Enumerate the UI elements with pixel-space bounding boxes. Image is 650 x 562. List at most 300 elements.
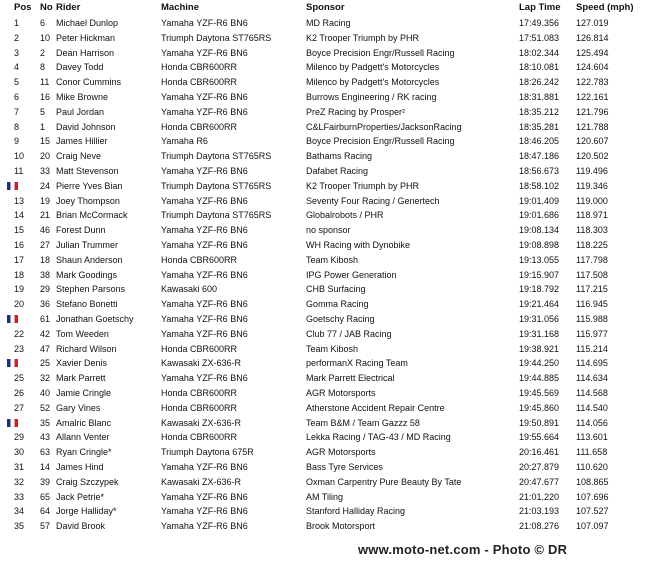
cell-text: 30 — [14, 447, 25, 458]
cell-text: 18 — [40, 254, 51, 265]
cell-text: Yamaha YZF-R6 BN6 — [161, 328, 248, 339]
cell-text: 38 — [40, 269, 51, 280]
cell-sponsor — [306, 475, 519, 490]
cell-text: 19:13.055 — [519, 254, 560, 265]
cell-sponsor — [306, 90, 519, 105]
cell-text: 6 — [14, 91, 20, 102]
cell-text: 16 — [40, 91, 51, 102]
cell-text: CHB Surfacing — [306, 284, 366, 295]
cell-text: 20 — [14, 299, 25, 310]
cell-text: Honda CBR600RR — [161, 77, 238, 88]
table-row — [0, 238, 650, 253]
cell-text: 21:01.220 — [519, 491, 560, 502]
table-row — [0, 46, 650, 61]
header-speed: Speed (mph) — [576, 2, 634, 13]
cell-text: 114.695 — [576, 358, 608, 369]
cell-text: 17:49.356 — [519, 18, 560, 28]
cell-text: Triumph Daytona ST765RS — [161, 210, 272, 221]
cell-text: K2 Trooper Triumph by PHR — [306, 32, 420, 43]
cell-text: Yamaha YZF-R6 BN6 — [161, 239, 248, 250]
header-machine: Machine — [161, 2, 200, 13]
cell-pos — [0, 342, 36, 357]
cell-text: 111.658 — [576, 447, 608, 458]
table-row — [0, 164, 650, 179]
cell-no — [36, 386, 56, 401]
cell-pos — [0, 60, 36, 75]
cell-text: Yamaha YZF-R6 BN6 — [161, 373, 248, 384]
cell-text: 27 — [40, 239, 51, 250]
cell-sponsor — [306, 386, 519, 401]
cell-text: 40 — [40, 387, 51, 398]
cell-lap-time — [519, 90, 576, 105]
cell-text: 5 — [14, 77, 20, 88]
cell-text: 21:03.193 — [519, 506, 560, 517]
cell-machine — [161, 164, 306, 179]
cell-text: 18:35.281 — [519, 121, 560, 132]
cell-text: 7 — [14, 106, 20, 117]
cell-text: 121.796 — [576, 106, 609, 117]
cell-rider — [56, 401, 161, 416]
cell-no — [36, 475, 56, 490]
cell-no — [36, 312, 56, 327]
cell-lap-time — [519, 16, 576, 31]
cell-rider — [56, 46, 161, 61]
table-row — [0, 120, 650, 135]
cell-text: no sponsor — [306, 225, 351, 236]
cell-text: PreZ Racing by Prosper² — [306, 106, 406, 117]
table-row — [0, 312, 650, 327]
cell-rider — [56, 75, 161, 90]
cell-no — [36, 164, 56, 179]
cell-text: Honda CBR600RR — [161, 343, 238, 354]
cell-text: 115.988 — [576, 313, 608, 324]
cell-text: 2 — [40, 47, 46, 58]
cell-no — [36, 194, 56, 209]
cell-text: Matt Stevenson — [56, 165, 119, 176]
cell-no — [36, 90, 56, 105]
cell-pos — [0, 312, 36, 327]
france-flag-icon — [7, 359, 18, 367]
table-row — [0, 342, 650, 357]
cell-lap-time — [519, 430, 576, 445]
cell-no — [36, 430, 56, 445]
cell-lap-time — [519, 401, 576, 416]
cell-text: Lekka Racing / TAG-43 / MD Racing — [306, 432, 451, 443]
cell-rider — [56, 490, 161, 505]
cell-speed — [576, 282, 650, 297]
cell-text: Mark Parrett Electrical — [306, 373, 395, 384]
cell-text: 2 — [14, 32, 20, 43]
table-row — [0, 416, 650, 431]
cell-lap-time — [519, 386, 576, 401]
cell-lap-time — [519, 312, 576, 327]
cell-speed — [576, 519, 650, 534]
cell-no — [36, 327, 56, 342]
cell-machine — [161, 445, 306, 460]
cell-pos — [0, 46, 36, 61]
cell-speed — [576, 223, 650, 238]
cell-text: 63 — [40, 447, 51, 458]
cell-text: David Brook — [56, 521, 106, 532]
cell-text: Yamaha YZF-R6 BN6 — [161, 106, 248, 117]
cell-text: 107.527 — [576, 506, 609, 517]
cell-text: WH Racing with Dynobike — [306, 239, 411, 250]
cell-text: 19:21.464 — [519, 299, 560, 310]
cell-text: Honda CBR600RR — [161, 432, 238, 443]
france-flag-icon — [7, 182, 18, 190]
cell-text: Triumph Daytona ST765RS — [161, 32, 272, 43]
cell-text: 120.607 — [576, 136, 609, 147]
cell-text: 5 — [40, 106, 46, 117]
cell-text: 57 — [40, 521, 51, 532]
cell-text: 22 — [14, 328, 25, 339]
cell-text: Yamaha YZF-R6 BN6 — [161, 18, 248, 28]
cell-speed — [576, 31, 650, 46]
cell-no — [36, 31, 56, 46]
cell-machine — [161, 371, 306, 386]
cell-sponsor — [306, 60, 519, 75]
cell-text: Milenco by Padgett's Motorcycles — [306, 62, 440, 73]
cell-text: Craig Neve — [56, 151, 102, 162]
cell-text: 19:45.569 — [519, 387, 560, 398]
cell-text: James Hind — [56, 461, 104, 472]
cell-pos — [0, 268, 36, 283]
header-lap-time: Lap Time — [519, 2, 561, 13]
cell-pos — [0, 430, 36, 445]
cell-no — [36, 460, 56, 475]
cell-no — [36, 238, 56, 253]
table-row — [0, 386, 650, 401]
cell-text: 24 — [40, 180, 51, 191]
cell-text: Mark Parrett — [56, 373, 106, 384]
cell-speed — [576, 253, 650, 268]
cell-speed — [576, 297, 650, 312]
cell-no — [36, 223, 56, 238]
cell-text: 43 — [40, 432, 51, 443]
cell-speed — [576, 194, 650, 209]
cell-text: 1 — [40, 121, 46, 132]
cell-machine — [161, 179, 306, 194]
cell-text: 19:18.792 — [519, 284, 560, 295]
cell-text: 34 — [14, 506, 25, 517]
cell-pos — [0, 194, 36, 209]
cell-lap-time — [519, 460, 576, 475]
cell-machine — [161, 60, 306, 75]
cell-text: Triumph Daytona 675R — [161, 447, 254, 458]
cell-text: Davey Todd — [56, 62, 104, 73]
cell-text: 17 — [14, 254, 25, 265]
france-flag-icon — [7, 419, 18, 427]
cell-speed — [576, 268, 650, 283]
cell-speed — [576, 60, 650, 75]
cell-machine — [161, 31, 306, 46]
cell-text: 8 — [40, 62, 46, 73]
cell-no — [36, 253, 56, 268]
cell-lap-time — [519, 238, 576, 253]
cell-no — [36, 282, 56, 297]
cell-text: 19:01.409 — [519, 195, 560, 206]
cell-sponsor — [306, 134, 519, 149]
cell-text: Goetschy Racing — [306, 313, 375, 324]
cell-lap-time — [519, 179, 576, 194]
cell-sponsor — [306, 416, 519, 431]
cell-lap-time — [519, 134, 576, 149]
cell-pos — [0, 223, 36, 238]
cell-text: 19 — [14, 284, 25, 295]
cell-sponsor — [306, 31, 519, 46]
cell-text: 122.783 — [576, 77, 609, 88]
cell-text: Burrows Engineering / RK racing — [306, 91, 437, 102]
cell-lap-time — [519, 490, 576, 505]
cell-text: 61 — [40, 313, 51, 324]
cell-rider — [56, 253, 161, 268]
cell-text: 6 — [40, 18, 46, 28]
cell-sponsor — [306, 519, 519, 534]
cell-sponsor — [306, 46, 519, 61]
cell-text: 11 — [14, 165, 24, 176]
cell-text: 18:56.673 — [519, 165, 560, 176]
cell-text: 18:58.102 — [519, 180, 560, 191]
cell-text: Seventy Four Racing / Genertech — [306, 195, 440, 206]
cell-text: Craig Szczypek — [56, 476, 119, 487]
cell-no — [36, 371, 56, 386]
cell-rider — [56, 342, 161, 357]
cell-pos — [0, 445, 36, 460]
cell-text: Forest Dunn — [56, 225, 106, 236]
cell-pos — [0, 31, 36, 46]
cell-text: 117.798 — [576, 254, 608, 265]
cell-speed — [576, 134, 650, 149]
cell-text: 15 — [14, 225, 25, 236]
cell-lap-time — [519, 445, 576, 460]
cell-text: 14 — [40, 461, 51, 472]
cell-speed — [576, 327, 650, 342]
cell-machine — [161, 194, 306, 209]
cell-text: 19 — [40, 195, 51, 206]
cell-pos — [0, 386, 36, 401]
cell-text: Triumph Daytona ST765RS — [161, 180, 272, 191]
cell-text: 32 — [14, 476, 25, 487]
cell-machine — [161, 297, 306, 312]
cell-text: Jonathan Goetschy — [56, 313, 134, 324]
cell-lap-time — [519, 194, 576, 209]
cell-text: Tom Weeden — [56, 328, 109, 339]
cell-text: 25 — [14, 373, 25, 384]
cell-rider — [56, 386, 161, 401]
cell-text: Bathams Racing — [306, 151, 373, 162]
cell-text: 39 — [40, 476, 51, 487]
cell-text: Honda CBR600RR — [161, 121, 238, 132]
cell-text: 19:15.907 — [519, 269, 560, 280]
cell-speed — [576, 416, 650, 431]
cell-no — [36, 401, 56, 416]
cell-text: 20:47.677 — [519, 476, 560, 487]
cell-machine — [161, 327, 306, 342]
table-row — [0, 460, 650, 475]
cell-text: 118.225 — [576, 239, 608, 250]
cell-sponsor — [306, 75, 519, 90]
cell-text: Milenco by Padgett's Motorcycles — [306, 77, 440, 88]
cell-pos — [0, 282, 36, 297]
cell-text: 113.601 — [576, 432, 608, 443]
cell-text: 19:55.664 — [519, 432, 560, 443]
cell-lap-time — [519, 31, 576, 46]
cell-pos — [0, 208, 36, 223]
cell-speed — [576, 342, 650, 357]
cell-text: 18:46.205 — [519, 136, 560, 147]
table-row — [0, 16, 650, 31]
cell-machine — [161, 134, 306, 149]
cell-rider — [56, 179, 161, 194]
cell-text: 114.634 — [576, 373, 608, 384]
cell-text: 32 — [40, 373, 51, 384]
cell-lap-time — [519, 105, 576, 120]
table-row — [0, 519, 650, 534]
cell-sponsor — [306, 253, 519, 268]
cell-text: Triumph Daytona ST765RS — [161, 151, 272, 162]
cell-text: Yamaha YZF-R6 BN6 — [161, 313, 248, 324]
table-row — [0, 253, 650, 268]
cell-text: 18:10.081 — [519, 62, 560, 73]
cell-rider — [56, 60, 161, 75]
cell-lap-time — [519, 120, 576, 135]
table-row — [0, 60, 650, 75]
cell-speed — [576, 490, 650, 505]
cell-machine — [161, 120, 306, 135]
cell-machine — [161, 430, 306, 445]
cell-pos — [0, 179, 36, 194]
cell-machine — [161, 490, 306, 505]
cell-text: 1 — [14, 18, 20, 28]
cell-text: C&LFairburnProperties/JacksonRacing — [306, 121, 462, 132]
cell-rider — [56, 416, 161, 431]
cell-text: Yamaha YZF-R6 BN6 — [161, 461, 248, 472]
cell-text: 19:44.885 — [519, 373, 560, 384]
cell-rider — [56, 519, 161, 534]
cell-rider — [56, 105, 161, 120]
cell-lap-time — [519, 75, 576, 90]
cell-no — [36, 490, 56, 505]
cell-text: 27 — [14, 402, 25, 413]
cell-text: Conor Cummins — [56, 77, 122, 88]
cell-no — [36, 134, 56, 149]
cell-text: 119.496 — [576, 165, 608, 176]
cell-speed — [576, 105, 650, 120]
cell-machine — [161, 401, 306, 416]
cell-text: 121.788 — [576, 121, 609, 132]
cell-pos — [0, 416, 36, 431]
cell-text: Brian McCormack — [56, 210, 128, 221]
cell-text: Allann Venter — [56, 432, 110, 443]
cell-machine — [161, 282, 306, 297]
cell-text: 124.604 — [576, 62, 609, 73]
cell-text: 108.865 — [576, 476, 609, 487]
cell-lap-time — [519, 223, 576, 238]
cell-text: James Hillier — [56, 136, 108, 147]
cell-text: Yamaha YZF-R6 BN6 — [161, 299, 248, 310]
cell-text: Team Kibosh — [306, 343, 359, 354]
cell-pos — [0, 460, 36, 475]
cell-speed — [576, 430, 650, 445]
table-row — [0, 134, 650, 149]
cell-text: Yamaha YZF-R6 BN6 — [161, 195, 248, 206]
cell-lap-time — [519, 268, 576, 283]
cell-text: 35 — [14, 521, 25, 532]
cell-lap-time — [519, 342, 576, 357]
cell-text: 110.620 — [576, 461, 608, 472]
cell-sponsor — [306, 179, 519, 194]
cell-text: 18:26.242 — [519, 77, 560, 88]
cell-text: 125.494 — [576, 47, 609, 58]
cell-text: 20:16.461 — [519, 447, 560, 458]
cell-pos — [0, 490, 36, 505]
cell-no — [36, 297, 56, 312]
cell-pos — [0, 297, 36, 312]
cell-no — [36, 60, 56, 75]
cell-text: Joey Thompson — [56, 195, 120, 206]
cell-rider — [56, 90, 161, 105]
cell-lap-time — [519, 164, 576, 179]
cell-text: 14 — [14, 210, 25, 221]
cell-text: 36 — [40, 299, 51, 310]
cell-text: Honda CBR600RR — [161, 402, 238, 413]
cell-text: 21:08.276 — [519, 521, 560, 532]
cell-speed — [576, 356, 650, 371]
cell-no — [36, 208, 56, 223]
cell-speed — [576, 445, 650, 460]
cell-sponsor — [306, 356, 519, 371]
cell-lap-time — [519, 371, 576, 386]
cell-text: Yamaha YZF-R6 BN6 — [161, 225, 248, 236]
cell-speed — [576, 238, 650, 253]
cell-text: 18:02.344 — [519, 47, 560, 58]
cell-speed — [576, 46, 650, 61]
cell-pos — [0, 253, 36, 268]
cell-text: Stephen Parsons — [56, 284, 126, 295]
cell-machine — [161, 46, 306, 61]
cell-text: MD Racing — [306, 18, 351, 28]
table-row — [0, 179, 650, 194]
cell-text: 114.568 — [576, 387, 608, 398]
cell-text: Bass Tyre Services — [306, 461, 383, 472]
cell-speed — [576, 208, 650, 223]
cell-pos — [0, 90, 36, 105]
cell-sponsor — [306, 105, 519, 120]
cell-sponsor — [306, 164, 519, 179]
cell-no — [36, 342, 56, 357]
cell-lap-time — [519, 253, 576, 268]
cell-text: 19:08.898 — [519, 239, 560, 250]
cell-pos — [0, 149, 36, 164]
table-row — [0, 268, 650, 283]
header-no: No — [40, 2, 53, 13]
table-row — [0, 208, 650, 223]
cell-text: Honda CBR600RR — [161, 62, 238, 73]
cell-speed — [576, 460, 650, 475]
cell-text: 20:27.879 — [519, 461, 560, 472]
cell-speed — [576, 16, 650, 31]
table-row — [0, 430, 650, 445]
cell-lap-time — [519, 519, 576, 534]
cell-pos — [0, 238, 36, 253]
cell-machine — [161, 90, 306, 105]
cell-sponsor — [306, 223, 519, 238]
cell-text: Jamie Cringle — [56, 387, 112, 398]
cell-lap-time — [519, 475, 576, 490]
cell-text: 116.945 — [576, 299, 608, 310]
cell-text: Richard Wilson — [56, 343, 117, 354]
cell-speed — [576, 90, 650, 105]
